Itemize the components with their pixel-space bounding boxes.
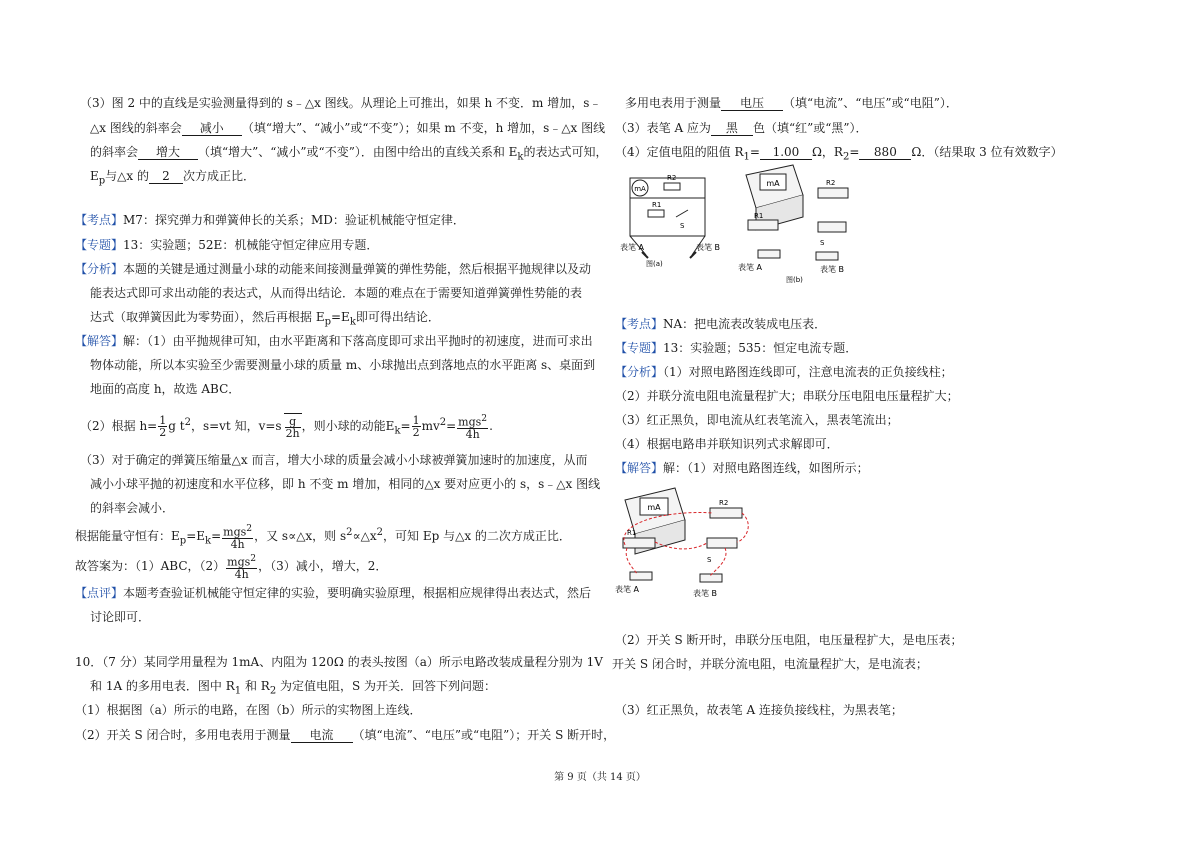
q3b-line-2: 减小小球平抛的初速度和水平位移，即 h 不变 m 增加，相同的△x 要对应更小的 s，s﹣△x 图线 — [90, 477, 601, 491]
fenxi-right-2: （2）并联分流电阻电流量程扩大；串联分压电阻电压量程扩大； — [615, 389, 959, 403]
j3-line: （3）红正黑负，故表笔 A 连接负接线柱，为黑表笔； — [615, 703, 903, 717]
switch-label: S — [680, 222, 685, 230]
fig-b-r2-label: R2 — [826, 179, 836, 187]
fig-b-probe-a: 表笔 A — [738, 263, 763, 272]
r-line-2: （3）表笔 A 应为 黑 色（填“红”或“黑”）． — [615, 121, 868, 135]
probe-a-label: 表笔 A — [620, 243, 645, 252]
sol-r1-label: R1 — [627, 529, 637, 537]
dianping-left-1: 【点评】本题考查验证机械能守恒定律的实验，要明确实验原理，根据相应规律得出表达式，然后 — [75, 586, 592, 600]
jieda-right: 【解答】解：（1）对照电路图连线，如图所示； — [615, 461, 869, 475]
q3b-line-3: 的斜率会减小． — [90, 501, 175, 515]
figure-b-apparatus — [738, 160, 863, 285]
sol-probe-b: 表笔 B — [693, 589, 718, 598]
fenxi-right-3: （3）红正黑负，即电流从红表笔流入，黑表笔流出； — [615, 413, 899, 427]
switch-block — [818, 222, 846, 232]
fenxi-left-3: 达式（取弹簧因此为零势面），然后再根据 $E_p=E_k$即可得出结论． — [90, 310, 440, 328]
caption-a: 图(a) — [646, 260, 663, 268]
fenxi-left-2: 能表达式即可求出动能的表达式，从而得出结论．本题的难点在于需要知道弹簧弹性势能的表 — [90, 286, 583, 300]
q10-line-2: 和 1A 的多用电表．图中 $R_1$ 和 $R_2$ 为定值电阻，S 为开关．回答下列问题： — [90, 679, 497, 697]
r-line-3: （4）定值电阻的阻值 $R_1= 1.00$ Ω，$R_2= 880$ Ω．（结果取 3 位有效数字） — [615, 145, 1063, 163]
j2-line-2: 开关 S 闭合时，并联分流电阻，电流量程扩大，是电流表； — [612, 657, 928, 671]
jieda-left-2: 物体动能，所以本实验至少需要测量小球的质量 m、小球抛出点到落地点的水平距离 s、桌面到 — [90, 358, 596, 372]
q10-line-4: （2）开关 S 闭合时，多用电表用于测量 电流 （填“电流”、“电压”或“电阻”）；开关 S 断开时， — [75, 728, 616, 742]
q3-line-2: △x 图线的斜率会 减小 （填“增大”、“减小”或“不变”）；如果 m 不变，h 增加，s﹣△x 图线 — [90, 121, 606, 135]
fenxi-right-4: （4）根据电路串并联知识列式求解即可． — [615, 437, 839, 451]
r-blank-1: 电压 — [721, 96, 783, 111]
probe-a-block — [758, 250, 780, 258]
probe-b-label: 表笔 B — [696, 243, 721, 252]
r2-resistor-icon — [664, 183, 680, 190]
figure-a-schematic — [618, 170, 728, 270]
fig-b-r1-label: R1 — [754, 212, 764, 220]
sol-probe-a: 表笔 A — [615, 585, 640, 594]
fenxi-right-1: 【分析】（1）对照电路图连线即可，注意电流表的正负接线柱； — [615, 365, 953, 379]
q10-line-1: 10．（7 分）某同学用量程为 1mA、内阻为 120Ω 的表头按图（a）所示电路改装成量程分别为 1V — [75, 655, 603, 669]
kaodian-right: 【考点】NA：把电流表改装成电压表． — [615, 317, 827, 331]
q3-line-3: 的斜率会 增大 （填“增大”、“减小”或“不变”）．由图中给出的直线关系和 $E_k$的表达式可知， — [90, 145, 608, 163]
zhuanti-right: 【专题】13：实验题；535：恒定电流专题． — [615, 341, 858, 355]
kaodian-left: 【考点】M7：探究弹力和弹簧伸长的关系；MD：验证机械能守恒定律． — [75, 213, 465, 227]
q3-blank-2: 增大 — [138, 145, 198, 160]
q3b-line-1: （3）对于确定的弹簧压缩量△x 而言，增大小球的质量会减小小球被弹簧加速时的加速度，从而 — [80, 453, 588, 467]
solution-wiring-figure — [615, 480, 760, 605]
jieda-left-1: 【解答】解：（1）由平抛规律可知，由水平距离和下落高度即可求出平抛时的初速度，进而可求出 — [75, 334, 593, 348]
ammeter-label: mA — [634, 185, 646, 193]
r1-label: R1 — [652, 201, 662, 209]
fig-b-switch-label: S — [820, 239, 825, 247]
q3-line-4: $E_p$与△x 的 2 次方成正比． — [90, 169, 255, 187]
answer-line: 故答案为：（1）ABC，（2） $\frac{mgs^2}{4h}$ ，（3）减小，增大，2． — [75, 553, 388, 581]
r2-label: R2 — [667, 174, 677, 182]
energy-line: 根据能量守恒有：$E_p=E_k=$ $\frac{mgs^2}{4h}$ ，又 s∝△x，则 $s^2\propto\triangle x^2$，可知 Ep 与△x 的二次方成正比． — [75, 523, 571, 551]
sol-switch-label: S — [707, 556, 712, 564]
r-blank-4: 880 — [859, 145, 911, 160]
fenxi-left-1: 【分析】本题的关键是通过测量小球的动能来间接测量弹簧的弹性势能，然后根据平抛规律以及动 — [75, 262, 592, 276]
page-footer: 第 9 页（共 14 页） — [554, 772, 646, 783]
r-blank-2: 黑 — [711, 121, 753, 136]
q3-line-1: （3）图 2 中的直线是实验测量得到的 s﹣△x 图线。从理论上可推出，如果 h 不变．m 增加，s﹣ — [80, 96, 602, 110]
meter-label: mA — [766, 179, 780, 188]
r2-block — [818, 188, 848, 198]
q3-blank-3: 2 — [149, 169, 183, 184]
sol-meter-label: mA — [647, 503, 661, 512]
r1-resistor-icon — [648, 210, 664, 217]
caption-b: 图(b) — [786, 276, 803, 284]
dianping-left-2: 讨论即可． — [90, 610, 151, 624]
sol-r2-label: R2 — [719, 499, 729, 507]
probe-b-block — [816, 252, 838, 260]
r1-block — [748, 220, 778, 230]
q10-line-3: （1）根据图（a）所示的电路，在图（b）所示的实物图上连线． — [75, 703, 422, 717]
q3-blank-1: 减小 — [182, 121, 242, 136]
switch-icon — [676, 210, 688, 217]
r-blank-3: 1.00 — [760, 145, 812, 160]
q10-blank: 电流 — [291, 728, 353, 743]
zhuanti-left: 【专题】13：实验题；52E：机械能守恒定律应用专题． — [75, 238, 379, 252]
r-line-1: 多用电表用于测量 电压 （填“电流”、“电压”或“电阻”）． — [625, 96, 958, 110]
j2-line-1: （2）开关 S 断开时，串联分压电阻，电压量程扩大，是电压表； — [615, 633, 963, 647]
jieda-left-3: 地面的高度 h，故选 ABC． — [90, 382, 241, 396]
formula-2: （2）根据 h= $\frac{1}{2}$ g $t^2$，s=vt 知，v=s $\frac{g}{2h}$ ，则小球的动能$E_k=$ $\frac{1}{2}$ $mv^2=$ $\frac{mgs^2}{4h}$ . — [80, 413, 493, 441]
fig-b-probe-b: 表笔 B — [820, 265, 845, 274]
